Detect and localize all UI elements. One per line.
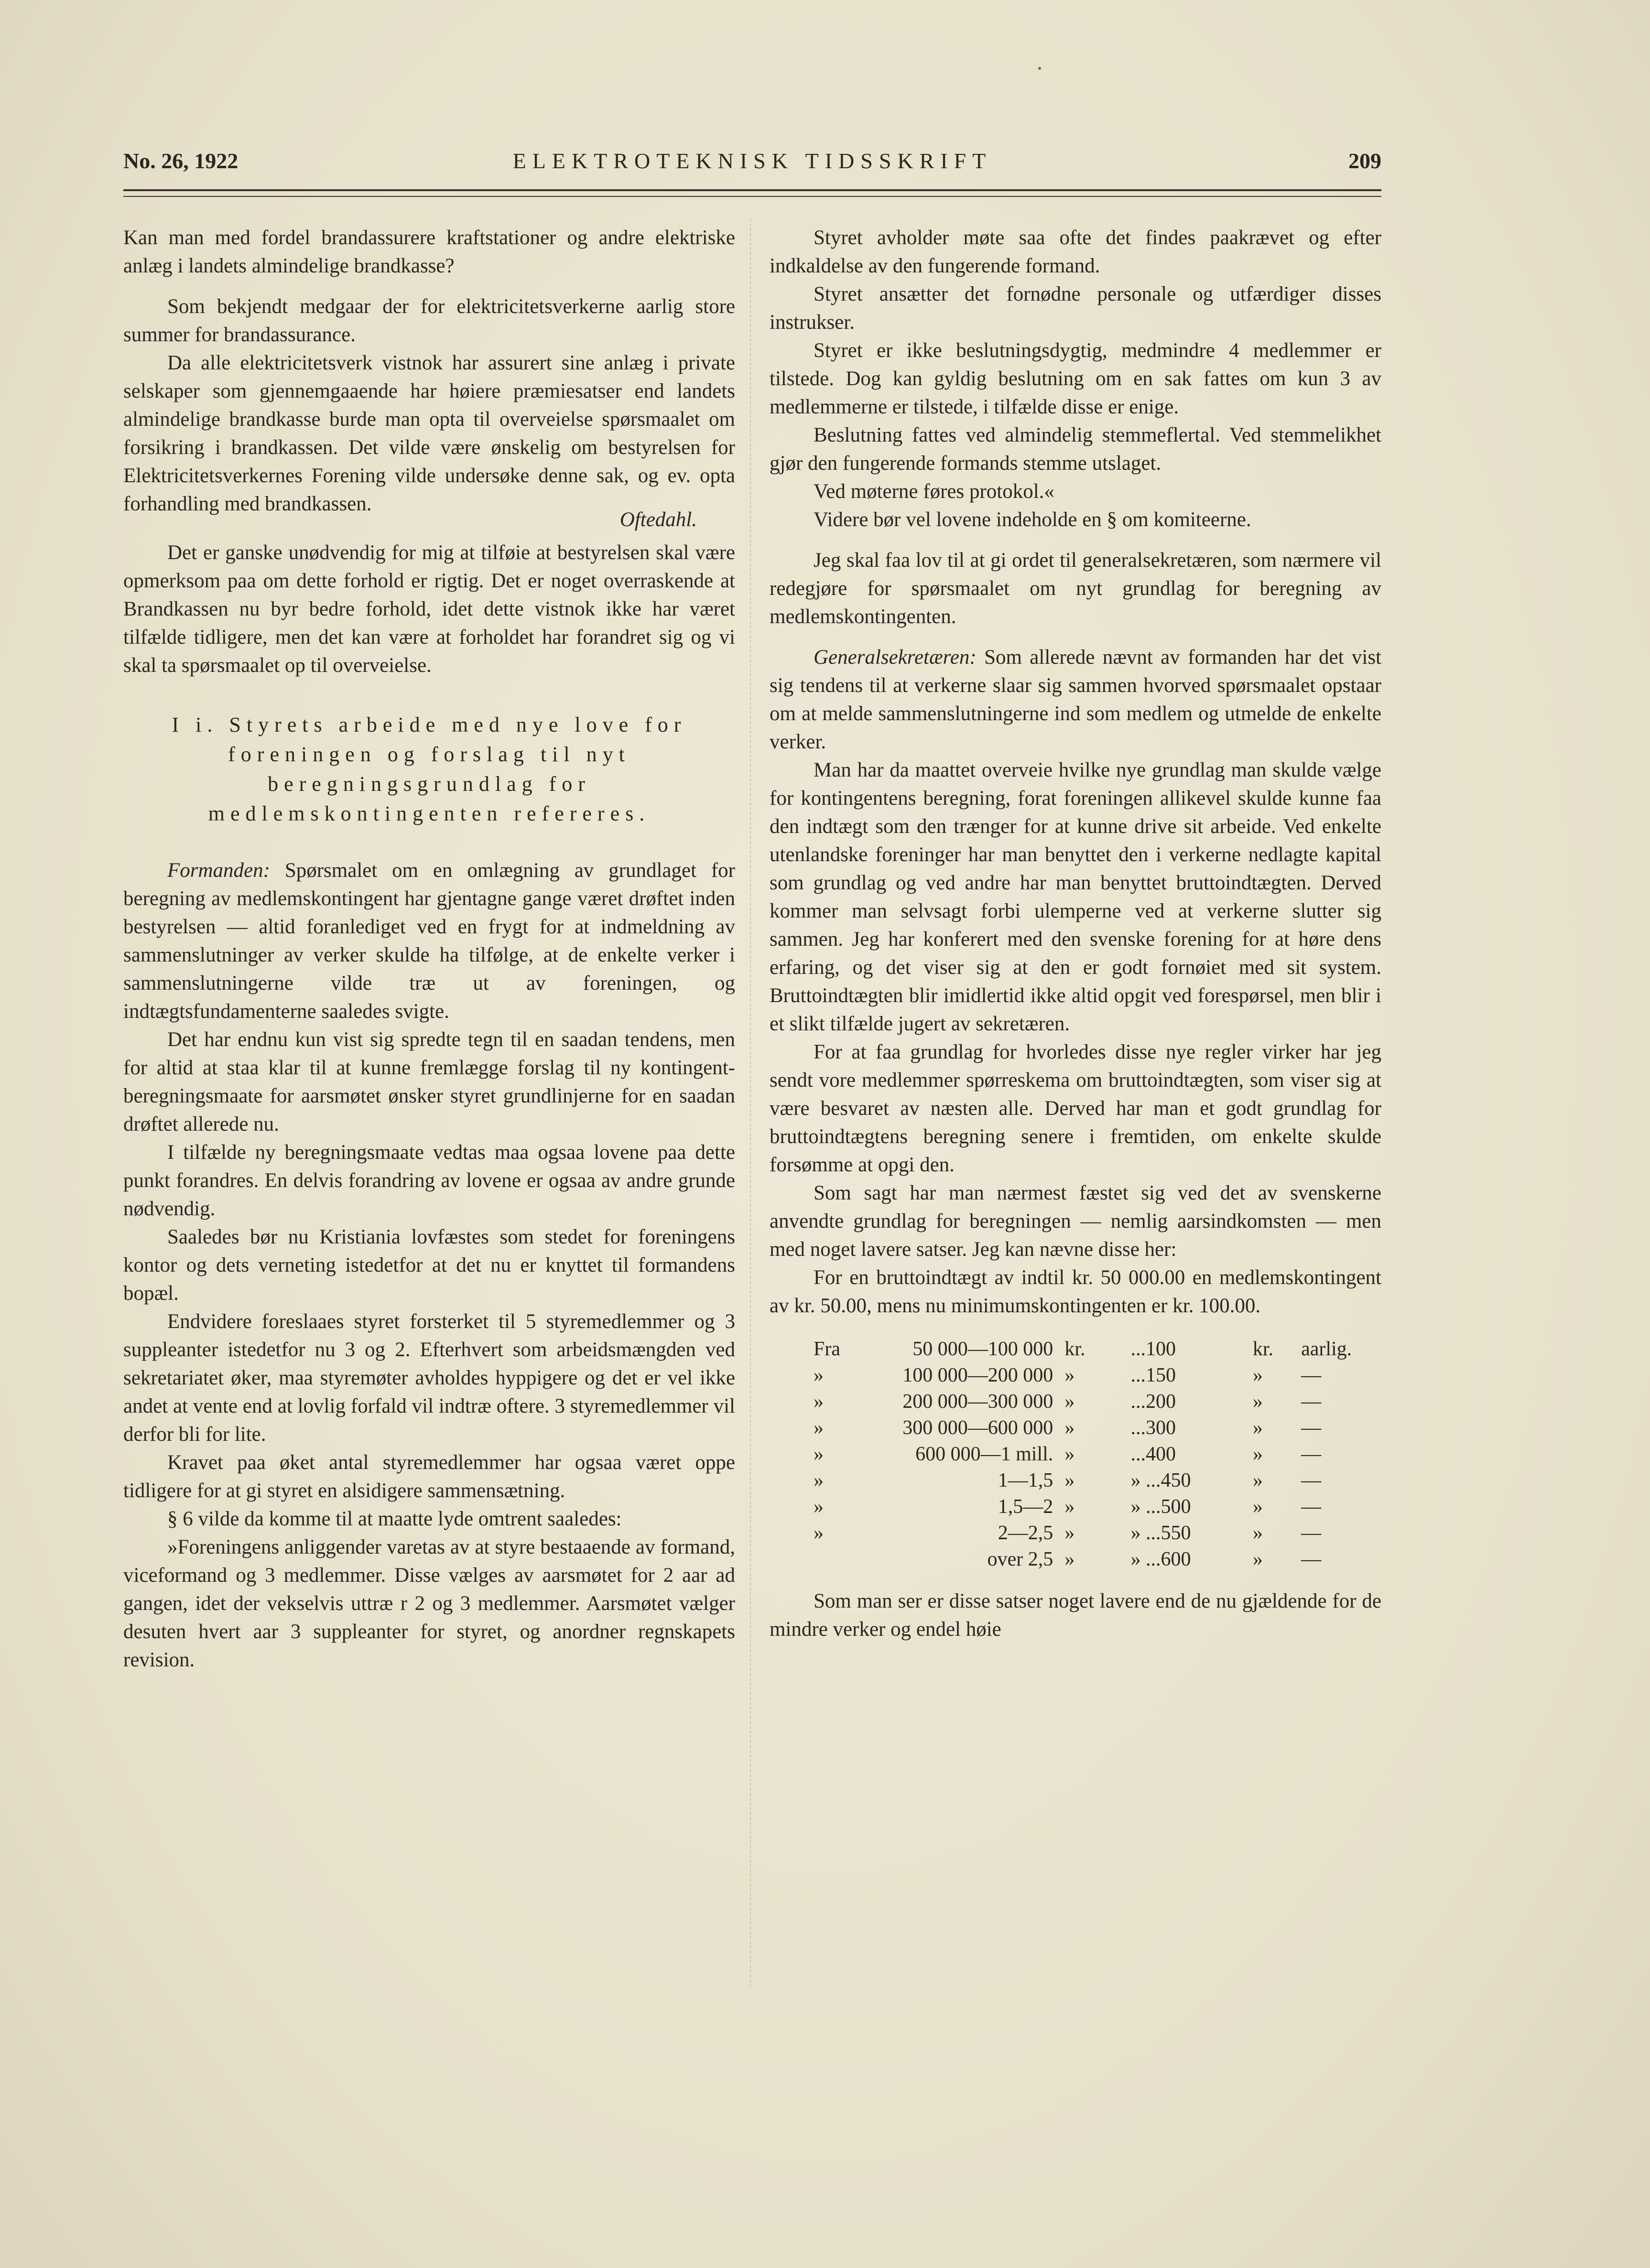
paper-speck bbox=[1038, 67, 1041, 70]
rate-cell-amt: ...200 bbox=[1130, 1391, 1176, 1413]
rate-cell-range: 600 000—1 mill. bbox=[915, 1443, 1053, 1465]
rate-cell-amt: » ...450 bbox=[1130, 1469, 1191, 1491]
signature: Oftedahl. bbox=[619, 508, 697, 531]
speaker-label: Formanden: bbox=[167, 859, 270, 882]
rate-cell-unit: » bbox=[1064, 1443, 1075, 1465]
paragraph: Ved møterne føres protokol.« bbox=[814, 480, 1054, 503]
column-divider bbox=[750, 219, 752, 1987]
rate-cell-per: — bbox=[1301, 1391, 1322, 1413]
paragraph: Kan man med fordel brandassurere kraftstationer og andre elektriske anlæg i landets almindelige brandkasse? bbox=[123, 227, 735, 277]
paragraph: Styret ansætter det fornødne personale og utfærdiger disses instrukser. bbox=[770, 283, 1381, 334]
rate-cell-unit: » bbox=[1064, 1391, 1075, 1413]
running-header bbox=[123, 143, 1381, 182]
rate-cell-k: » bbox=[1252, 1496, 1263, 1518]
rate-cell-q: Fra bbox=[814, 1338, 840, 1360]
rate-row bbox=[808, 1494, 1381, 1520]
rate-cell-amt: » ...500 bbox=[1130, 1496, 1191, 1518]
rate-cell-k: » bbox=[1252, 1391, 1263, 1413]
rate-cell-q: » bbox=[814, 1364, 824, 1386]
paragraph: Det har endnu kun vist sig spredte tegn til en saadan tendens, men for altid at staa klar til at kunne fremlægge forslag til ny kontingent-beregningsmaate for aarsmøtet ønsker styret grundlinjerne for en saadan drøftet allerede nu. bbox=[123, 1028, 735, 1135]
rate-cell-unit: » bbox=[1064, 1522, 1075, 1544]
paragraph: Da alle elektricitetsverk vistnok har assurert sine anlæg i private selskaper som gjennemgaaende har høiere præmiesatser end landets almindelige brandkasse burde man opta til overveielse spørsmaalet om forsikring i brandkassen. Det vilde være ønskelig om bestyrelsen for Elektricitetsverkernes Forening vilde undersøke denne sak, og ev. opta forhandling med brandkassen. bbox=[123, 352, 735, 515]
rate-cell-range: over 2,5 bbox=[987, 1548, 1053, 1570]
rate-cell-q: » bbox=[814, 1522, 824, 1544]
rate-row bbox=[808, 1389, 1381, 1415]
rate-table bbox=[808, 1336, 1381, 1573]
rate-cell-range: 300 000—600 000 bbox=[902, 1417, 1053, 1439]
paragraph: Styret er ikke beslutningsdygtig, medmindre 4 medlemmer er tilstede. Dog kan gyldig beslutning om en sak fattes om kun 3 av medlemmerne er tilstede, i tilfælde disse er enige. bbox=[770, 339, 1381, 418]
rate-cell-amt: ...300 bbox=[1130, 1417, 1176, 1439]
rate-cell-q: » bbox=[814, 1469, 824, 1491]
rate-cell-unit: » bbox=[1064, 1417, 1075, 1439]
rate-cell-q: » bbox=[814, 1417, 824, 1439]
paragraph: »Foreningens anliggender varetas av at styre bestaaende av formand, viceformand og 3 medlemmer. Disse vælges av aarsmøtet for 2 aar ad gangen, idet der vekselvis uttræ r 2 og 3 medlemmer. Aarsmøtet vælger desuten hvert aar 3 suppleanter for styret, og anordner regnskapets revision. bbox=[123, 1536, 735, 1671]
rate-cell-unit: » bbox=[1064, 1469, 1075, 1491]
paragraph: I tilfælde ny beregningsmaate vedtas maa ogsaa lovene paa dette punkt forandres. En delvis forandring av lovene er ogsaa av andre grunde nødvendig. bbox=[123, 1141, 735, 1220]
rate-cell-amt: ...400 bbox=[1130, 1443, 1176, 1465]
rate-cell-k: kr. bbox=[1252, 1338, 1274, 1360]
rate-cell-q: » bbox=[814, 1391, 824, 1413]
rate-cell-per: — bbox=[1301, 1469, 1322, 1491]
paragraph: Som man ser er disse satser noget lavere end de nu gjældende for de mindre verker og endel høie bbox=[770, 1590, 1381, 1641]
rate-cell-per: — bbox=[1301, 1496, 1322, 1518]
paragraph: For en bruttoindtægt av indtil kr. 50 000.00 en medlemskontingent av kr. 50.00, mens nu minimumskontingenten er kr. 100.00. bbox=[770, 1266, 1381, 1317]
paragraph bbox=[770, 643, 1381, 756]
rate-cell-k: » bbox=[1252, 1469, 1263, 1491]
paragraph: Videre bør vel lovene indeholde en § om komiteerne. bbox=[814, 508, 1251, 531]
paragraph-text: Som allerede nævnt av formanden har det vist sig tendens til at verkerne slaar sig sammen hvorved spørsmaalet opstaar om at melde sammenslutningerne ind som medlem og utmelde de enkelte verker. bbox=[770, 646, 1382, 753]
rate-cell-per: — bbox=[1301, 1548, 1322, 1570]
paragraph: For at faa grundlag for hvorledes disse nye regler virker har jeg sendt vore medlemmer spørreskema om bruttoindtægten, som viser sig at være besvaret av næsten alle. Derved har man et godt grundlag for bruttoindtægtens beregning senere i fremtiden, om enkelte skulde forsømme at opgi den. bbox=[770, 1041, 1381, 1176]
rate-table-body bbox=[808, 1336, 1381, 1573]
rate-row bbox=[808, 1336, 1381, 1362]
left-column bbox=[123, 224, 735, 1674]
rate-cell-k: » bbox=[1252, 1417, 1263, 1439]
right-column bbox=[770, 224, 1381, 1643]
rate-cell-k: » bbox=[1252, 1548, 1263, 1570]
rate-row bbox=[808, 1362, 1381, 1389]
paragraph bbox=[123, 856, 735, 1026]
rate-cell-unit: » bbox=[1064, 1548, 1075, 1570]
header-double-rule bbox=[123, 189, 1381, 197]
rate-cell-amt: » ...550 bbox=[1130, 1522, 1191, 1544]
rate-cell-k: » bbox=[1252, 1522, 1263, 1544]
rate-cell-unit: » bbox=[1064, 1496, 1075, 1518]
rate-cell-range: 100 000—200 000 bbox=[902, 1364, 1053, 1386]
rate-cell-q: » bbox=[814, 1443, 824, 1465]
paragraph: Kravet paa øket antal styremedlemmer har ogsaa været oppe tidligere for at gi styret en alsidigere sammensætning. bbox=[123, 1451, 735, 1502]
rate-cell-q: » bbox=[814, 1496, 824, 1518]
paragraph: Som bekjendt medgaar der for elektricitetsverkerne aarlig store summer for brandassurance. bbox=[123, 295, 735, 346]
rate-cell-range: 50 000—100 000 bbox=[912, 1338, 1053, 1360]
paragraph: Beslutning fattes ved almindelig stemmeflertal. Ved stemmelikhet gjør den fungerende formands stemme utslaget. bbox=[770, 424, 1381, 475]
rate-cell-amt: ...150 bbox=[1130, 1364, 1176, 1386]
rate-row bbox=[808, 1468, 1381, 1494]
paragraph: Det er ganske unødvendig for mig at tilføie at bestyrelsen skal være opmerksom paa om dette forhold er rigtig. Det er noget overraskende at Brandkassen nu byr bedre forhold, idet dette vistnok ikke har været tilfælde tidligere, men det kan være at forholdet har forandret sig og vi skal ta spørsmaalet op til overveielse. bbox=[123, 541, 735, 677]
rate-row bbox=[808, 1415, 1381, 1441]
rate-cell-k: » bbox=[1252, 1364, 1263, 1386]
rate-cell-unit: » bbox=[1064, 1364, 1075, 1386]
rate-row bbox=[808, 1441, 1381, 1468]
rate-cell-per: — bbox=[1301, 1443, 1322, 1465]
rate-cell-k: » bbox=[1252, 1443, 1263, 1465]
paragraph: Som sagt har man nærmest fæstet sig ved det av svenskerne anvendte grundlag for beregningen — nemlig aarsindkomsten — men med noget lavere satser. Jeg kan nævne disse her: bbox=[770, 1182, 1381, 1261]
rate-cell-amt: ...100 bbox=[1130, 1338, 1176, 1360]
rate-cell-per: — bbox=[1301, 1417, 1322, 1439]
page-number: 209 bbox=[1348, 149, 1381, 173]
paragraph: Jeg skal faa lov til at gi ordet til generalsekretæren, som nærmere vil redegjøre for spørsmaalet om nyt grundlag for beregning av medlemskontingenten. bbox=[770, 549, 1381, 628]
rate-cell-unit: kr. bbox=[1064, 1338, 1086, 1360]
rate-cell-range: 1—1,5 bbox=[998, 1469, 1053, 1491]
paragraph: Endvidere foreslaaes styret forsterket til 5 styremedlemmer og 3 suppleanter istedetfor nu 3 og 2. Efterhvert som arbeidsmængden ved sekretariatet øker, maa styremøter avholdes hyppigere og det er vel ikke andet at vente end at lovlig forfald vil indtræ oftere. 3 styremedlemmer vil derfor bli for lite. bbox=[123, 1310, 735, 1446]
paragraph: Man har da maattet overveie hvilke nye grundlag man skulde vælge for kontingentens beregning, forat foreningen allikevel skulde kunne faa den indtægt som den trænger for at kunne drive sit arbeide. Ved enkelte utenlandske foreninger har man benyttet den i verkerne nedlagte kapital som grundlag og ved andre har man benyttet bruttoindtægten. Derved kommer man selvsagt forbi ulemperne ved at verkerne slutter sig sammen. Jeg har konferert med den svenske forening for at høre dens erfaring, og det viser sig at den er godt fornøiet med sit system. Bruttoindtægten blir imidlertid ikke altid opgit ved forespørsel, men blir i et slikt tilfælde jugert av sekretæren. bbox=[770, 759, 1381, 1035]
rate-cell-per: aarlig. bbox=[1301, 1338, 1352, 1360]
rate-cell-per: — bbox=[1301, 1522, 1322, 1544]
rate-row bbox=[808, 1546, 1381, 1573]
rate-row bbox=[808, 1520, 1381, 1546]
rate-cell-amt: » ...600 bbox=[1130, 1548, 1191, 1570]
rate-cell-range: 1,5—2 bbox=[998, 1496, 1053, 1518]
paragraph: Styret avholder møte saa ofte det findes paakrævet og efter indkaldelse av den fungerende formand. bbox=[770, 227, 1381, 277]
rate-cell-range: 2—2,5 bbox=[998, 1522, 1053, 1544]
speaker-label: Generalsekretæren: bbox=[814, 646, 977, 669]
paragraph-text: Spørsmalet om en omlægning av grundlaget for beregning av medlemskontingent har gjentagne gange været drøftet inden bestyrelsen — altid foranlediget ved en frygt for at indmeldning av sammenslutninger av verker skulde ha tilfølge, at de enkelte verker i sammenslutningerne vilde træ ut av foreningen, og indtægtsfundamenterne saaledes svigte. bbox=[123, 859, 736, 1023]
rate-cell-range: 200 000—300 000 bbox=[902, 1391, 1053, 1413]
paragraph: Saaledes bør nu Kristiania lovfæstes som stedet for foreningens kontor og dets verneting istedetfor at det nu er knyttet til formandens bopæl. bbox=[123, 1226, 735, 1305]
journal-title: ELEKTROTEKNISK TIDSSKRIFT bbox=[512, 149, 992, 173]
issue-number: No. 26, 1922 bbox=[123, 149, 239, 173]
rate-cell-q bbox=[808, 1546, 846, 1573]
section-heading: I i. Styrets arbeide med nye love for foreningen og forslag til nyt beregningsgrundlag for medlemskontingenten refereres. bbox=[172, 713, 687, 825]
rate-cell-per: — bbox=[1301, 1364, 1322, 1386]
paragraph: § 6 vilde da komme til at maatte lyde omtrent saaledes: bbox=[167, 1508, 622, 1530]
